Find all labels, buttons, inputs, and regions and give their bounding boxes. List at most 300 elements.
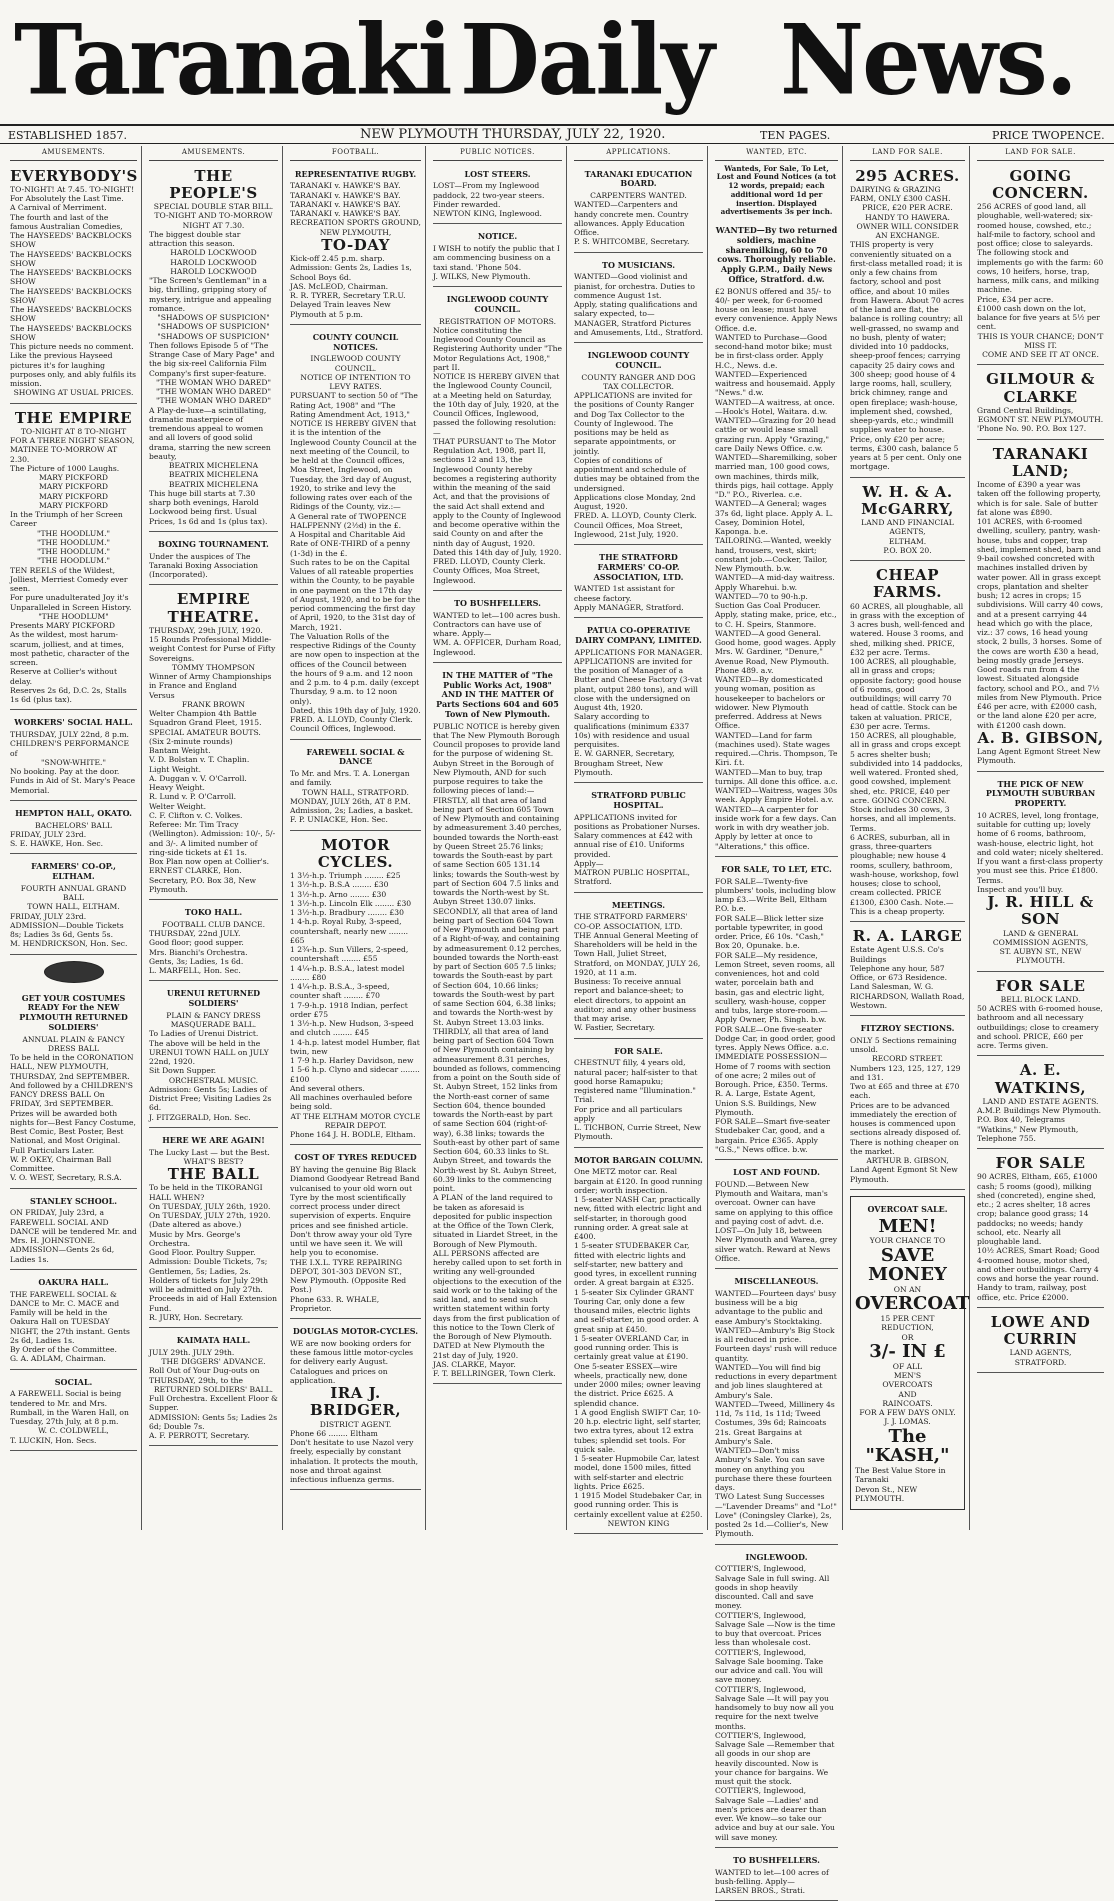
text-line: Land Salesman, W. G. RICHARDSON, Wallath Road, Westown. bbox=[850, 982, 965, 1010]
text-line: "THE WOMAN WHO DARED" bbox=[156, 396, 271, 406]
text-line: BOXING TOURNAMENT. bbox=[158, 538, 269, 549]
text-line: 1 3½-h.p. Arno ........ £30 bbox=[290, 889, 387, 899]
text-line: 1 4¼-h.p. B.S.A., 3-speed, counter shaft ........ £70 bbox=[290, 982, 390, 1001]
app-stratford-hospital bbox=[574, 786, 703, 893]
established-text: ESTABLISHED 1857. bbox=[8, 129, 127, 142]
text-line: LAND & GENERAL COMMISSION AGENTS, bbox=[992, 928, 1089, 947]
text-line: ORCHESTRAL MUSIC. bbox=[168, 1075, 259, 1085]
text-line: The HAYSEEDS' BACKBLOCKS SHOW bbox=[10, 305, 132, 324]
notice-lost-steers bbox=[433, 165, 562, 225]
text-line: WANTED—70 to 90-h.p. Suction Gas Coal Producer. Apply, stating make, price, etc., to C. H. Speirs, Stanmore. bbox=[715, 591, 837, 629]
text-line: EGMONT ST. NEW PLYMOUTH. bbox=[977, 415, 1104, 425]
text-line: Apply MANAGER, Stratford. bbox=[574, 602, 684, 612]
text-line: Numbers 123, 125, 127, 129 and 131. bbox=[850, 1063, 961, 1082]
text-line: 1 2¾-h.p. Sun Villers, 2-speed, countershaft ........ £55 bbox=[290, 945, 409, 964]
text-line: THURSDAY, 22nd JULY. bbox=[149, 929, 241, 939]
text-line: Apply— bbox=[574, 858, 604, 868]
text-line: FOR SALE, TO LET, ETC. bbox=[721, 863, 832, 874]
ad-fitzroy-sections bbox=[850, 1019, 965, 1190]
text-line: Admission: Gents 2s, Ladies 1s, School Boys 6d. bbox=[290, 263, 412, 282]
text-line: E. W. GARNER, Secretary, Brougham Street, New Plymouth. bbox=[574, 749, 675, 777]
text-line: This huge bill starts at 7.30 sharp both evenings, Harold Lockwood being first. Usual Prices, 1s 6d and 1s (plus tax). bbox=[149, 488, 268, 526]
text-line: FOR SALE—Blick letter size portable typewriter, in good order. Price, £6 10s. "Cash," Box 20, Opunake. b.e. bbox=[715, 913, 824, 951]
text-line: BEATRIX MICHELENA bbox=[168, 461, 259, 471]
text-line: One 5-seater ESSEX—wire wheels, practically new, done under 2000 miles; owner leaving the district. Price £625. A splendid chance. bbox=[574, 1361, 701, 1408]
text-line: WANTED—Tweed, Millinery 4s 11d, 7s 11d, 1s 11d; Tweed Costumes, 39s 6d; Raincoats 21s. Great Bargains at Ambury's Sale. bbox=[715, 1399, 835, 1446]
crest-emblem bbox=[44, 961, 104, 983]
text-line: "THE HOODLUM." bbox=[36, 528, 110, 538]
text-line: 15 Rounds Professional Middle-weight Contest for Purse of Fifty Sovereigns. bbox=[149, 635, 276, 663]
text-line: The HAYSEEDS' BACKBLOCKS SHOW bbox=[10, 286, 132, 305]
text-line: A PLAN of the land required to be taken as aforesaid is deposited for public inspection at the Office of the Town Clerk, situated in Liardet Street, in the Borough of New Plymouth. bbox=[433, 1193, 558, 1249]
text-line: Gents, 3s; Ladies, 1s 6d. bbox=[149, 956, 244, 966]
text-line: ONLY 5 Sections remaining unsold. bbox=[850, 1035, 957, 1055]
text-line: WANTED to Purchase—Good second-hand motor bike; must be in first-class order. Apply H.C., News. d.e. bbox=[715, 332, 832, 370]
text-line: FOR SALE bbox=[995, 976, 1086, 995]
masthead-word-3: News. bbox=[780, 3, 1076, 117]
text-line: Prizes will be awarded both nights for—Best Fancy Costume, Best Comic, Best Poster, Best National, and Most Original. bbox=[10, 1108, 136, 1146]
motor-bargain-column bbox=[574, 1151, 703, 1535]
text-line: W. H. & A. McGARRY, bbox=[861, 482, 954, 518]
text-line: GET YOUR COSTUMES READY For the NEW PLYMOUTH RETURNED SOLDIERS' bbox=[19, 992, 128, 1032]
text-line: I WISH to notify the public that I am commencing business on a taxi stand. 'Phone 504. bbox=[433, 244, 560, 272]
text-line: Box Plan now open at Collier's. bbox=[149, 857, 270, 867]
text-line: S. E. HAWKE, Hon. Sec. bbox=[10, 839, 104, 849]
text-line: TWO Latest Sung Successes—"Lavender Dreams" and "Lo!" Love" (Coningsley Clarke), 2s, posted 2s 1d.—Collier's, New Plymouth. bbox=[715, 1492, 837, 1539]
ad-for-sale-eltham bbox=[977, 1152, 1104, 1308]
text-line: MEN! bbox=[878, 1215, 937, 1237]
text-line: DOUGLAS MOTOR-CYCLES. bbox=[292, 1326, 419, 1337]
column-header: FOOTBALL. bbox=[290, 146, 421, 161]
ad-mcgarry bbox=[850, 481, 965, 562]
text-line: APPLICATIONS are invited for the positions of County Ranger and Dog Tax Collector to the County of Inglewood. The positions may be held as separate appointments, or jointly. bbox=[574, 391, 694, 456]
text-line: APPLICATIONS FOR MANAGER. bbox=[574, 647, 703, 657]
text-line: OF ALL bbox=[892, 1361, 923, 1371]
text-line: NOTICE. bbox=[477, 231, 518, 242]
text-line: W. P. OKEY, Chairman Ball Committee. bbox=[10, 1154, 112, 1174]
text-line: WE are now booking orders for these famous little motor-cycles for delivery early August. bbox=[290, 1338, 414, 1367]
text-line: THE Annual General Meeting of Shareholders will be held in the Town Hall, Juliet Street, Stratford, on MONDAY, JULY 26, 1920, at 11 a.m. bbox=[574, 930, 701, 977]
text-line: WANTED to let—100 acres of bush-felling. Apply— bbox=[715, 1867, 829, 1886]
text-line: WANTED—Carpenters and handy concrete men. Country allowances. Apply Education Office. bbox=[574, 200, 689, 238]
text-line: OR bbox=[901, 1332, 914, 1342]
ad-farmers-coop-ball bbox=[10, 857, 137, 954]
text-line: FOUND.—Between New Plymouth and Waitara, man's overcoat. Owner can have same on applying to this office and paying cost of advt. d.e. bbox=[715, 1179, 833, 1226]
text-line: The HAYSEEDS' BACKBLOCKS SHOW bbox=[10, 323, 132, 342]
text-line: 1 5-seater Six Cylinder GRANT Touring Car, only done a few thousand miles, electric lights and self-starter, in good order. A great snip at £450. bbox=[574, 1287, 699, 1334]
text-line: Don't hesitate to use Nazol very freely, especially by constant inhalation. It protects the mouth, nose and throat against infectious influenza germs. bbox=[290, 1438, 419, 1485]
text-line: WANTED—Sharemilking, sober married man, 100 good cows, own machines, thirds milk, thirds pigs, hail cottage. Apply "D." P.O., Riverlea. c.e. bbox=[715, 453, 837, 500]
ad-the-ball bbox=[149, 1131, 278, 1328]
text-line: TARANAKI v. HAWKE'S BAY. bbox=[290, 190, 401, 200]
text-line: Copies of conditions of appointment and schedule of duties may be obtained from the undersigned. bbox=[574, 455, 700, 493]
text-line: 1 5-seater OVERLAND Car, in good running order. This is certainly great value at £190. bbox=[574, 1333, 689, 1362]
text-line: The fourth and last of the famous Australian Comedies, bbox=[10, 212, 123, 231]
to-bushfellers-larsen bbox=[715, 1851, 838, 1901]
text-line: TAILORING.—Wanted, weekly hand, trousers, vest, skirt; constant job.—Cocker, Tailor, New Plymouth. b.w. bbox=[715, 536, 832, 574]
text-line: 1 3½-h.p. Lincoln Elk ........ £30 bbox=[290, 898, 412, 908]
text-line: SAVE MONEY bbox=[868, 1244, 947, 1286]
text-line: W. Fastier, Secretary. bbox=[574, 1023, 656, 1033]
text-line: Heavy Weight. bbox=[149, 783, 205, 793]
text-line: For price and all particulars apply bbox=[574, 1104, 683, 1123]
text-line: MONDAY, JULY 26th, AT 8 P.M. bbox=[290, 796, 411, 806]
text-line: Light Weight. bbox=[149, 764, 202, 774]
text-line: ADMISSION—Double Tickets 8s; Ladies 3s 6d, Gents 5s. bbox=[10, 920, 124, 940]
text-line: MATRON PUBLIC HOSPITAL, Stratford. bbox=[574, 868, 690, 887]
text-line: TARANAKI EDUCATION BOARD. bbox=[584, 168, 693, 189]
text-line: 1 5-6 h.p. Clyno and sidecar ........ £100 bbox=[290, 1065, 420, 1084]
text-line: APPLICATIONS are invited for the position of Manager of a Butter and Cheese Factory (3-vat plant, output 280 tons), and will close with the undersigned on August 4th, 1920. bbox=[574, 656, 703, 713]
text-line: This picture needs no comment. Like the previous Hayseed pictures it's for laughing purposes only, and ably fulfils its mission. bbox=[10, 342, 137, 389]
text-line: THAT PURSUANT to The Motor Regulation Act, 1908, part II, sections 12 and 13, the Inglewood County hereby becomes a registering authority within the meaning of the said Act, and that the provisions of the said Act shall extend and apply to the County of Inglewood and become operative within the said County on and after the ninth day of August, 1920. bbox=[433, 436, 562, 548]
text-line: DATED at New Plymouth the 21st day of July, 1920. bbox=[433, 1341, 545, 1360]
text-line: Grand Central Buildings, bbox=[977, 405, 1074, 415]
ad-workers-social-hall bbox=[10, 713, 137, 801]
text-line: HAROLD LOCKWOOD bbox=[170, 248, 257, 258]
text-line: NEWTON KING bbox=[607, 1518, 670, 1528]
text-line: CARPENTERS WANTED. bbox=[590, 191, 687, 201]
text-line: FRIDAY, JULY 23rd. bbox=[10, 829, 87, 839]
text-line: WANTED—Fourteen days' busy business will be a big advantage to the public and ease Ambury's Stocktaking. bbox=[715, 1288, 837, 1326]
text-line: ADMISSION: Gents 5s; Ladies 2s 6d; Double 7s. bbox=[149, 1412, 278, 1431]
text-line: THE STRATFORD FARMERS' CO-OP. ASSOCIATION, LTD. bbox=[574, 912, 688, 931]
text-line: J. FITZGERALD, Hon. Sec. bbox=[149, 1112, 251, 1122]
text-line: PURSUANT to section 50 of "The Rating Act, 1908" and "The Rating Amendment Act, 1913," NOTICE IS HEREBY GIVEN that it is the intention of the Inglewood County Council at the next meeting of the Council, to be held at the Council offices, Moa Street, Inglewood, on Tuesday, the 3rd day of August, 1920, to strike and levy the following rates over each of the Ridings of the County, viz.:— bbox=[290, 391, 418, 512]
text-line: Good floor; good supper. bbox=[149, 938, 244, 948]
text-line: STRATFORD PUBLIC HOSPITAL. bbox=[591, 790, 686, 810]
ad-urenui-ball bbox=[149, 984, 278, 1128]
text-line: To be held in the CORONATION HALL, NEW PLYMOUTH, THURSDAY, 2nd SEPTEMBER. bbox=[10, 1053, 134, 1081]
text-line: WANTED—A General; wages 37s 6d, light place. Apply A. L. Casey, Dominion Hotel, Kaponga. b.e. bbox=[715, 499, 834, 537]
text-line: FOR SALE—Twenty-five plumbers' tools, including blow lamp £3.—Write Bell, Eltham P.O. b.e. bbox=[715, 876, 836, 914]
text-line: PLAIN & FANCY DRESS MASQUERADE BALL. bbox=[166, 1010, 261, 1030]
text-line: 1 3½-h.p. Bradbury ........ £30 bbox=[290, 908, 404, 918]
miscellaneous bbox=[715, 1272, 838, 1545]
text-line: L. MARFELL, Hon. Sec. bbox=[149, 966, 241, 976]
text-line: TO MUSICIANS. bbox=[602, 259, 675, 270]
text-line: 1 3½-h.p. New Hudson, 3-speed and clutch ........ £45 bbox=[290, 1019, 414, 1038]
text-line: FOOTBALL CLUB DANCE. bbox=[161, 919, 266, 929]
text-line: BEATRIX MICHELENA bbox=[168, 479, 259, 489]
text-line: THE PICK OF NEW PLYMOUTH SUBURBAN PROPERTY. bbox=[985, 778, 1096, 809]
text-line: WANTED—A good General. Good home, good wages. Apply Mrs. W. Gardiner, "Denure," Avenue Road, New Plymouth. Phone 489. a.v. bbox=[715, 628, 836, 675]
column-3 bbox=[286, 146, 426, 1530]
ad-the-peoples bbox=[149, 165, 278, 532]
text-line: RECORD STREET. bbox=[872, 1054, 943, 1064]
text-line: Admission, 2s; Ladies, a basket. bbox=[290, 806, 414, 816]
text-line: 1 A good English SWIFT Car, 10-20 h.p. electric light, self starter, two extra tyres, about 12 extra tubes; splendid set tools. For quick sale. bbox=[574, 1407, 701, 1454]
text-line: Sit Down Supper. bbox=[149, 1066, 217, 1076]
notice-to-bushfellers bbox=[433, 594, 562, 663]
text-line: ERNEST CLARKE, Hon. Secretary, P.O. Box 38, New Plymouth. bbox=[149, 866, 256, 894]
text-line: ADMISSION—Gents 2s 6d, Ladies 1s. bbox=[10, 1245, 115, 1264]
column-1 bbox=[6, 146, 142, 1530]
text-line: HANDY TO HAWERA. bbox=[865, 212, 950, 222]
text-line: 1 5-seater STUDEBAKER Car, fitted with electric lights and self-starter, new battery and good tyres, in excellent running order. A great bargain at £325. bbox=[574, 1241, 697, 1288]
text-line: A. B. GIBSON, bbox=[977, 728, 1104, 747]
text-line: Funds in Aid of St. Mary's Peace Memorial. bbox=[10, 776, 136, 795]
text-line: "THE WOMAN WHO DARED" bbox=[156, 387, 271, 397]
text-line: For Absolutely the Last Time. bbox=[10, 194, 124, 204]
text-line: "THE HOODLUM" bbox=[38, 611, 109, 621]
text-line: FOR SALE bbox=[995, 1154, 1086, 1173]
text-line: The HAYSEEDS' BACKBLOCKS SHOW bbox=[10, 249, 132, 268]
text-line: Presents MARY PICKFORD bbox=[10, 621, 115, 631]
column-6 bbox=[711, 146, 843, 1896]
text-line: Kick-off 2.45 p.m. sharp. bbox=[290, 254, 385, 264]
text-line: STRATFORD. bbox=[1014, 1357, 1067, 1367]
text-line: FOR SALE—My residence, Lemon Street, seven rooms, all conveniences, hot and cold water, porcelain bath and basin, gas and electric light, scullery, wash-house, copper and tubs, large store-room.—Apply Owner, Ph. Singh. b.w. bbox=[715, 950, 835, 1025]
text-line: Don't throw away your old Tyre until we have seen it. We will help you to economise. bbox=[290, 1229, 412, 1258]
ad-cheap-farms bbox=[850, 564, 965, 922]
text-line: 90 ACRES, Eltham, £65, £1000 cash; 5 rooms (good), milking shed (concreted), engine shed, etc.; 2 acres shelter, 18 acres crop; balance good grass; 14 paddocks; no weeds; handy school, etc. Nearly all ploughable land. bbox=[977, 1172, 1098, 1247]
text-line: PATUA CO-OPERATIVE DAIRY COMPANY, LIMITED. bbox=[575, 625, 702, 645]
text-line: COTTIER'S, Inglewood, Salvage Sale —It will pay you handsomely to buy now all you require for the next twelve months. bbox=[715, 1684, 834, 1731]
text-line: FIRSTLY, all that area of land being part of Section 605 Town of New Plymouth and containing by admeasurement 3.40 perches, bounded towards the North-east by Queen Street 25.76 links; towards the South-east by part of same Section 605 131.14 links; towards the South-west by part of Section 604 7.5 links and towards the North-west by St. Aubyn Street 130.07 links. bbox=[433, 795, 562, 907]
ad-going-concern bbox=[977, 165, 1104, 366]
text-line: Land Agent Egmont St New Plymouth. bbox=[850, 1165, 958, 1184]
text-line: Full Particulars Later. bbox=[10, 1145, 95, 1155]
text-line: RAINCOATS. bbox=[882, 1398, 933, 1408]
text-line: THE BALL bbox=[167, 1165, 260, 1184]
text-line: WANTED 1st assistant for cheese factory. bbox=[574, 584, 675, 603]
ad-ra-large bbox=[850, 925, 965, 1016]
text-line: Lang Agent Egmont Street New Plymouth. bbox=[977, 747, 1101, 766]
text-line: J. WILKS, New Plymouth. bbox=[433, 271, 531, 281]
ad-motor-cycles bbox=[290, 834, 421, 1146]
text-line: LOST—On July 18, between New Plymouth and Warea, grey silver watch. Reward at News Office. bbox=[715, 1226, 838, 1263]
text-line: R. JURY, Hon. Secretary. bbox=[149, 1312, 244, 1322]
text-line: WANTED—Man to buy, trap turnips. All done this office. a.c. bbox=[715, 767, 838, 786]
masthead bbox=[0, 0, 1114, 118]
text-line: J. R. HILL & SON bbox=[987, 893, 1094, 929]
text-line: £2 BONUS offered and 35/- to 40/- per week, for 6-roomed house on lease; must have every convenience. Apply News Office. d.e. bbox=[715, 286, 838, 333]
text-line: "THE WOMAN WHO DARED" bbox=[156, 377, 271, 387]
text-line: ALL PERSONS affected are hereby called upon to set forth in writing any well-grounded objections to the execution of the said work or to the taking of the said land, and to send such written statement within forty days from the first publication of this notice to the Town Clerk of the Borough of New Plymouth. bbox=[433, 1248, 562, 1342]
text-line: CHESTNUT filly, 4 years old, natural pacer; half-sister to that good horse Ramapuku; registered name "Illumination." Trial. bbox=[574, 1058, 698, 1105]
text-line: IRA J. BRIDGER, bbox=[309, 1384, 402, 1420]
text-line: HERE WE ARE AGAIN! bbox=[162, 1134, 265, 1145]
text-line: R. A. LARGE bbox=[852, 927, 963, 946]
wanted-list bbox=[715, 221, 838, 857]
text-line: MEN'S bbox=[893, 1371, 922, 1381]
text-line: 1 5-seater Hupmobile Car, latest model, done 1500 miles, fitted with self-starter and electric lights. Price £625. bbox=[574, 1454, 700, 1491]
text-line: L. TICHBON, Currie Street, New Plymouth. bbox=[574, 1123, 701, 1142]
text-line: THIS IS YOUR CHANCE; DON'T MISS IT. bbox=[977, 331, 1104, 350]
text-line: THE EMPIRE bbox=[14, 408, 133, 427]
text-line: TO BUSHFELLERS. bbox=[454, 597, 541, 608]
text-line: 1 4¼-h.p. B.S.A., latest model ........ £80 bbox=[290, 963, 405, 982]
text-line: Phone 164 J. H. BODLE, Eltham. bbox=[290, 1130, 416, 1140]
app-carpenters-wanted bbox=[574, 165, 703, 253]
text-line: WANTED—Land for farm (machines used). State wages required.—Chris. Thompson, Te Kiri. f.t. bbox=[715, 730, 838, 768]
column-5 bbox=[570, 146, 708, 1530]
text-line: Such rates to be on the Capital Values of all rateable properties within the County, to be payable in one payment on the 17th day of August, 1920, and to be for the period commencing the first day of April, 1920, to the 31st day of March, 1921. bbox=[290, 557, 421, 632]
app-patua-manager bbox=[574, 621, 703, 783]
text-line: The above will be held in the URENUI TOWN HALL on JULY 22nd, 1920. bbox=[149, 1038, 269, 1067]
text-line: DISTRICT AGENT. bbox=[319, 1419, 392, 1429]
text-line: County Offices, Moa Street, Inglewood. bbox=[433, 566, 541, 585]
text-line: A Carnival of Merriment. bbox=[10, 203, 107, 213]
text-line: Notice constituting the Inglewood County Council as Registering Authority under "The Motor Regulations Act, 1908," part II. bbox=[433, 325, 562, 372]
text-line: Holders of tickets for July 29th will be admitted on July 27th. bbox=[149, 1275, 269, 1295]
text-line: LAND AND FINANCIAL AGENTS, bbox=[861, 518, 954, 537]
text-line: Salary according to qualifications (minimum £337 10s) with residence and usual perquisites. bbox=[574, 712, 690, 750]
text-line: THE STRATFORD FARMERS' CO-OP. ASSOCIATION, LTD. bbox=[593, 552, 684, 582]
column-header: WANTED, ETC. bbox=[715, 146, 838, 161]
text-line: TO-NIGHT AND TO-MORROW NIGHT AT 7.30. bbox=[154, 211, 273, 230]
text-line: URENUI RETURNED SOLDIERS' bbox=[166, 988, 261, 1009]
text-line: COST OF TYRES REDUCED bbox=[294, 1152, 417, 1163]
text-line: TEN REELS of the Wildest, Jolliest, Merriest Comedy ever seen. bbox=[10, 565, 128, 594]
text-line: R. Lund v. P. O'Carroll. bbox=[149, 792, 237, 802]
text-line: ELTHAM. bbox=[888, 536, 927, 546]
text-line: RECREATION SPORTS GROUND, NEW PLYMOUTH, bbox=[290, 218, 421, 237]
text-line: TARANAKI v. HAWKE'S BAY. bbox=[290, 199, 401, 209]
text-line: HEMPTON HALL, OKATO. bbox=[15, 807, 132, 818]
text-line: FOR SALE—Smart five-seater Studebaker Car, good, and a bargain. Price £365. Apply "G.S.," News office. b.w. bbox=[715, 1117, 831, 1154]
text-line: JAS. CLARKE, Mayor. bbox=[433, 1359, 516, 1369]
text-line: Full Orchestra. Excellent Floor & Supper. bbox=[149, 1394, 278, 1413]
text-line: 101 ACRES, with 6-roomed dwelling, scullery, pantry, wash-house, tubs and copper, trap shed, implement shed, barn and 9-bail cowshed concreted with machines installed driven by water power. All in grass except crops, plantation and shelter bush; 12 acres in crops; 15 subdivisions. Will carry 40 cows, and at a present carrying 44 head which go with the place, viz.: 37 cows, 16 head young stock, 2 bulls, 3 horses. Some of the cows are worth £30 a head, being mostly grade Jerseys. Good roads run from 4 the lowest. Situated alongside factory, school and P.O., and 7½ miles from New Plymouth. Price £46 per acre, with £2000 cash, or the land alone £20 per acre, with £1200 cash down. bbox=[977, 517, 1103, 730]
text-line: OVERCOATS bbox=[882, 1380, 933, 1390]
notice-registration-of-motors bbox=[433, 290, 562, 591]
text-line: COME AND SEE IT AT ONCE. bbox=[982, 350, 1099, 360]
ad-farewell-social bbox=[290, 743, 421, 831]
text-line: AT THE ELTHAM MOTOR CYCLE REPAIR DEPOT. bbox=[290, 1111, 421, 1130]
text-line: CHILDREN'S PERFORMANCE of bbox=[10, 739, 130, 758]
text-line: "THE HOODLUM." bbox=[36, 556, 110, 566]
meetings bbox=[574, 896, 703, 1039]
text-line: Dated, this 19th day of July, 1920. bbox=[290, 705, 421, 715]
text-line: To be held in the TIKORANGI HALL WHEN? bbox=[149, 1183, 263, 1202]
text-line: THIS property is very conveniently situated on a first-class metalled road; it is only a few chains from factory, school and post office, and about 10 miles from Hawera. About 70 acres of the land are flat, the balance is rolling country; all well-grassed, no swamp and no bush, plenty of water; divided into 10 paddocks, sheep-proof fences; carrying capacity 25 dairy cows and 300 sheep; good house of 4 large rooms, hall, scullery, brick chimney, range and open fireplace; wash-house, implement shed, cowshed, sheep-yards, etc.; windmill supplies water to house. Price, only £20 per acre; terms, £300 cash, balance 5 years at 5 per cent. Only one mortgage. bbox=[850, 240, 964, 472]
text-line: NOTICE IS HEREBY GIVEN that the Inglewood County Council, at a Meeting held on Saturday, the 10th day of July, 1920, at the Council Offices, Inglewood, passed the following resolution:— bbox=[433, 372, 560, 437]
ad-taranaki-land bbox=[977, 443, 1104, 772]
text-line: WANTED—You will find big reductions in every department and job lines slaughtered at Ambury's Sale. bbox=[715, 1362, 837, 1400]
text-line: STANLEY SCHOOL. bbox=[29, 1195, 118, 1206]
text-line: Apply, stating qualifications and salary expected, to— bbox=[574, 300, 698, 319]
text-line: And followed by a CHILDREN'S FANCY DRESS BALL On FRIDAY, 3rd SEPTEMBER. bbox=[10, 1080, 133, 1109]
text-line: Delayed Train leaves New Plymouth at 5 p.m. bbox=[290, 300, 391, 319]
text-line: For pure unadulterated Joy it's Unparalleled in Screen History. bbox=[10, 593, 132, 612]
text-line: ON AN bbox=[893, 1285, 922, 1295]
ad-toko-hall bbox=[149, 903, 278, 981]
text-line: The HAYSEEDS' BACKBLOCKS SHOW bbox=[10, 268, 132, 287]
text-line: By Order of the Committee. bbox=[10, 1345, 117, 1355]
text-line: COTTIER'S, Inglewood, Salvage Sale —Ladies' and men's prices are dearer than ever. We know—so take our advice and buy at our sale. You will save money. bbox=[715, 1786, 835, 1842]
text-line: "SHADOWS OF SUSPICION" bbox=[157, 322, 270, 332]
text-line: FRANK BROWN bbox=[181, 699, 246, 709]
ad-empire-theatre bbox=[149, 588, 278, 900]
text-line: BEATRIX MICHELENA bbox=[168, 470, 259, 480]
text-line: ON FRIDAY, July 23rd, a FAREWELL SOCIAL AND DANCE will be tendered Mr. and Mrs. H. JOHNSTONE. bbox=[10, 1208, 137, 1246]
text-line: MARY PICKFORD bbox=[38, 491, 109, 501]
ad-lowe-and-currin bbox=[977, 1311, 1104, 1373]
text-line: WM. A. OFFICER, Durham Road, Inglewood. bbox=[433, 638, 562, 657]
text-line: LOST—From my Inglewood paddock, 22 two-year steers. Finder rewarded. bbox=[433, 181, 545, 209]
text-line: INGLEWOOD COUNTY COUNCIL. bbox=[310, 354, 401, 373]
for-sale-to-let bbox=[715, 860, 838, 1160]
columns-container bbox=[6, 146, 1108, 1896]
text-line: 295 ACRES. bbox=[855, 166, 960, 185]
text-line: TO-NIGHT! At 7.45. TO-NIGHT! bbox=[10, 184, 135, 194]
text-line: A. Duggan v. V. O'Carroll. bbox=[149, 773, 247, 783]
text-line: Phone 66 ........ Eltham bbox=[290, 1428, 378, 1438]
text-line: DAIRYING & GRAZING FARM, ONLY £300 CASH. bbox=[850, 184, 951, 204]
text-line: MOTOR BARGAIN COLUMN. bbox=[574, 1154, 703, 1165]
text-line: AND bbox=[898, 1389, 917, 1399]
text-line: WANTED—Don't miss Ambury's Sale. You can save money on anything you purchase there these fourteen days. bbox=[715, 1446, 832, 1493]
text-line: WANTED—A waitress, at once.—Hook's Hotel, Waitara. d.w. bbox=[715, 397, 835, 416]
text-line: On TUESDAY, JULY 26th, 1920. bbox=[149, 1201, 271, 1211]
text-line: Reserves 2s 6d, D.C. 2s, Stalls 1s 6d (plus tax). bbox=[10, 685, 127, 705]
text-line: 1 7-9-h.p. 1918 Indian, perfect order £75 bbox=[290, 1000, 408, 1019]
text-line: "THE HOODLUM." bbox=[36, 537, 110, 547]
column-header: LAND FOR SALE. bbox=[977, 146, 1104, 161]
text-line: 10½ ACRES, Smart Road; Good 4-roomed house, motor shed, and other outbuildings. Carry 4 cows and horse the year round. Handy to tram, railway, post office, etc. Price £2000. bbox=[977, 1246, 1100, 1302]
text-line: 60 ACRES, all ploughable, all in grass with the exception of 3 acres bush, well-fenced and watered. House 3 rooms, and shed, milking shed. PRICE, £32 per acre. Terms. bbox=[850, 601, 965, 657]
text-line: WANTED—Waitress, wages 30s week. Apply Empire Hotel. a.v. bbox=[715, 786, 837, 805]
text-line: TOMMY THOMPSON bbox=[171, 662, 256, 672]
text-line: INGLEWOOD COUNTY COUNCIL. bbox=[446, 294, 549, 314]
text-line: No booking. Pay at the door. bbox=[10, 767, 120, 777]
text-line: OWNER WILL CONSIDER AN EXCHANGE. bbox=[856, 221, 959, 241]
notice-public-works-act bbox=[433, 666, 562, 1385]
text-line: A General rate of TWOPENCE HALFPENNY (2½d) in the £. bbox=[290, 511, 407, 530]
text-line: FOURTH ANNUAL GRAND BALL bbox=[20, 883, 127, 903]
text-line: P.O. Box 40, Telegrams "Watkins," New Plymouth, Telephone 755. bbox=[977, 1115, 1079, 1143]
text-line: "The Screen's Gentleman" in a big, thrilling, gripping story of mystery, intrigue and appealing romance. bbox=[149, 276, 272, 313]
text-line: WANTED—By two returned soldiers, machine sharemilking, 60 to 70 cows. Thoroughly reliable. Apply G.P.M., Daily News Office, Stratford. d.w. bbox=[715, 225, 838, 284]
column-2 bbox=[145, 146, 283, 1530]
text-line: BY having the genuine Big Black Diamond Goodyear Retread Band vulcanised to your old worn out Tyre by the most scientifically correct process under direct supervision of experts. Enquire prices and see finished article. bbox=[290, 1165, 420, 1230]
text-line: 1 3½-h.p. B.S.A ........ £30 bbox=[290, 880, 389, 890]
text-line: 50 ACRES with 6-roomed house, bathroom and all necessary outbuildings; close to creamery and school. PRICE, £60 per acre. Terms given. bbox=[977, 1004, 1103, 1051]
text-line: "THE HOODLUM." bbox=[36, 547, 110, 557]
text-line: Devon St., NEW PLYMOUTH. bbox=[855, 1484, 918, 1503]
column-8 bbox=[973, 146, 1108, 1530]
text-line: LAND AGENTS, bbox=[1009, 1348, 1072, 1358]
text-line: 1 1915 Model Studebaker Car, in good running order. This is certainly excellent value at £250. bbox=[574, 1491, 703, 1519]
text-line: 'Phone No. 90. P.O. Box 127. bbox=[977, 424, 1087, 434]
text-line: A. F. PERROTT, Secretary. bbox=[149, 1431, 250, 1441]
text-line: Council Offices, Moa Street, Inglewood, 21st July, 1920. bbox=[574, 520, 683, 539]
text-line: THURSDAY, 29th JULY, 1920. bbox=[149, 625, 263, 635]
ad-oakura-hall bbox=[10, 1273, 137, 1370]
text-line: Inspect and you'll buy. bbox=[977, 884, 1064, 894]
text-line: MARY PICKFORD bbox=[38, 482, 109, 492]
text-line: INGLEWOOD. bbox=[745, 1551, 808, 1562]
text-line: P. S. WHITCOMBE, Secretary. bbox=[574, 237, 690, 247]
ad-returned-soldiers-ball bbox=[10, 989, 137, 1189]
pages-text: TEN PAGES. bbox=[760, 129, 831, 142]
text-line: "SHADOWS OF SUSPICION" bbox=[157, 313, 270, 323]
text-line: TARANAKI v. HAWKE'S BAY. bbox=[290, 181, 401, 191]
text-line: 1 3½-h.p. Triumph ........ £25 bbox=[290, 871, 401, 881]
text-line: 1 4-h.p. latest model Humber, flat twin, new bbox=[290, 1037, 420, 1056]
text-line: 6 ACRES, suburban, all in grass, three-quarters ploughable; new house 4 rooms, scullery, bathroom, wash-house, workshop, fowl houses; close to school, cream collected. PRICE £1300, £300 Cash. Note.—This is a cheap property. bbox=[850, 832, 959, 916]
text-line: The "KASH," bbox=[865, 1425, 950, 1467]
text-line: Telephone any hour, 587 Office, or 673 Residence. bbox=[850, 963, 948, 983]
dateline bbox=[0, 124, 1114, 144]
text-line: SOCIAL. bbox=[54, 1376, 93, 1387]
text-line: BACHELORS' BALL bbox=[35, 820, 112, 830]
text-line: 3/- IN £ bbox=[869, 1340, 946, 1362]
text-line: OVERCOAT bbox=[855, 1293, 970, 1315]
text-line: SPECIAL DOUBLE STAR BILL. bbox=[153, 202, 274, 212]
